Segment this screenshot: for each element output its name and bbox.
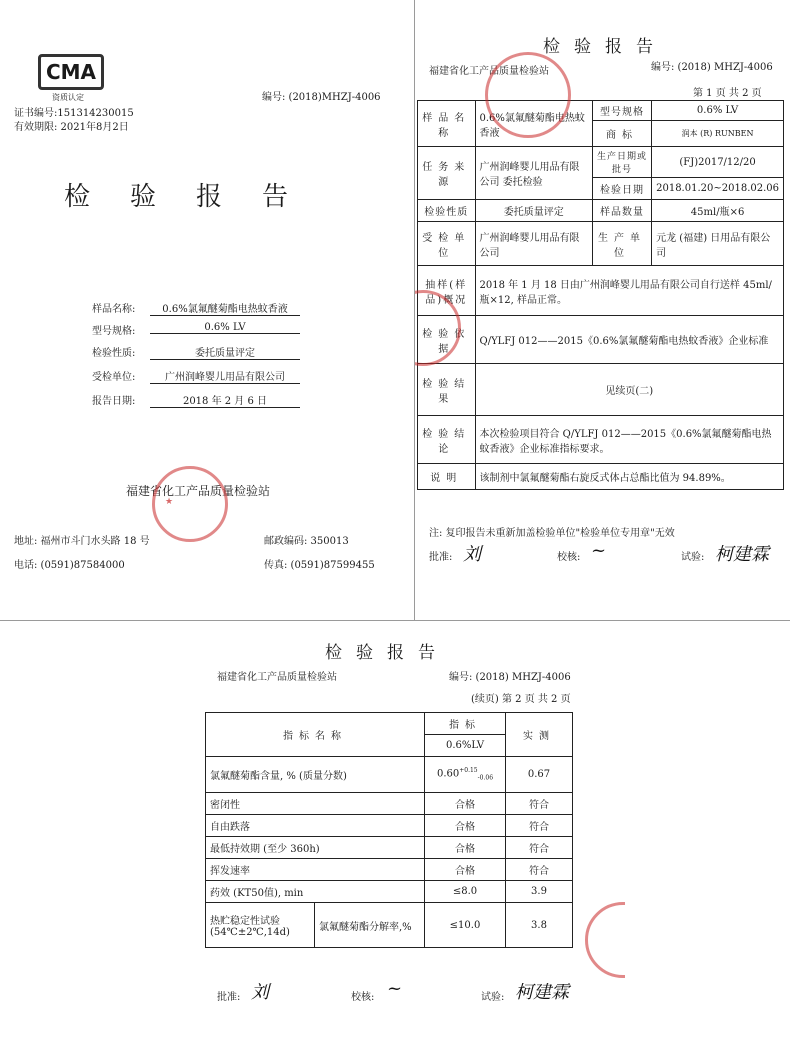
cover-title: 检验报告 bbox=[64, 182, 329, 212]
cell-value: 0.6% LV bbox=[652, 101, 784, 121]
row-measured: 符合 bbox=[506, 859, 573, 881]
header-name: 指标名称 bbox=[206, 713, 425, 757]
row-spec: 合格 bbox=[425, 793, 506, 815]
cell-label: 检验结果 bbox=[418, 364, 476, 416]
cell-value: (FJ)2017/12/20 bbox=[652, 147, 784, 178]
approver-signature: 刘 bbox=[463, 544, 481, 565]
storage-label: 热贮稳定性试验 bbox=[210, 916, 280, 927]
cover-page bbox=[0, 0, 414, 620]
cell-value: 本次检验项目符合 Q/YLFJ 012——2015《0.6%氯氟醚菊酯电热蚊香液》企业标准指标要求。 bbox=[475, 416, 784, 464]
valid-until: 有效期限: 2021年8月2日 bbox=[14, 122, 129, 133]
report-number: 编号: (2018)MHZJ-4006 bbox=[262, 92, 381, 103]
cell-value: 45ml/瓶×6 bbox=[652, 200, 784, 222]
cell-label: 样品数量 bbox=[593, 200, 652, 222]
cert-number: 证书编号:151314230015 bbox=[14, 108, 134, 119]
cell-label: 检验性质 bbox=[418, 200, 476, 222]
field-value: 0.6%氯氟醚菊酯电热蚊香液 bbox=[150, 300, 300, 316]
storage-item: 氯氟醚菊酯分解率,% bbox=[319, 921, 412, 933]
cell-label: 说明 bbox=[418, 464, 476, 490]
cell-value: 元龙 (福建) 日用品有限公司 bbox=[652, 222, 784, 266]
cell-label: 型号规格 bbox=[593, 101, 652, 121]
storage-cond: (54℃±2℃,14d) bbox=[210, 927, 290, 938]
cell-value: 2018 年 1 月 18 日由广州润峰婴儿用品有限公司自行送样 45ml/瓶×12, 样品正常。 bbox=[475, 266, 784, 316]
official-stamp bbox=[485, 52, 571, 138]
field-value: 0.6% LV bbox=[150, 322, 300, 334]
table-row bbox=[206, 903, 573, 948]
cell-label: 受检单位 bbox=[418, 222, 476, 266]
row-measured: 3.9 bbox=[506, 881, 573, 903]
row-measured: 3.8 bbox=[506, 903, 573, 948]
cell-value: 2018.01.20~2018.02.06 bbox=[652, 178, 784, 200]
official-stamp: ★ bbox=[152, 466, 228, 542]
row-name: 药效 (KT50值), min bbox=[206, 881, 425, 903]
cell-label: 检验日期 bbox=[593, 178, 652, 200]
page1-table bbox=[417, 100, 784, 490]
cell-label: 样品名称 bbox=[418, 101, 476, 147]
reviewer-signature: ~ bbox=[591, 540, 607, 561]
tester-label: 试验: bbox=[481, 992, 505, 1003]
field-label: 受检单位: bbox=[92, 372, 136, 383]
page1-org: 福建省化工产品质量检验站 bbox=[429, 66, 549, 77]
table-row bbox=[206, 757, 573, 793]
table-row bbox=[206, 859, 573, 881]
spec-value: 0.60 bbox=[436, 768, 460, 780]
cell-value: 该制剂中氯氟醚菊酯右旋反式体占总酯比值为 94.89%。 bbox=[475, 464, 784, 490]
table-row bbox=[206, 815, 573, 837]
cell-value: 委托质量评定 bbox=[475, 200, 593, 222]
reviewer-signature: ~ bbox=[387, 978, 403, 999]
field-value: 2018 年 2 月 6 日 bbox=[150, 392, 300, 408]
cell-label: 生产日期或批号 bbox=[593, 147, 652, 178]
page-separator-horizontal bbox=[0, 620, 790, 621]
tester-signature: 柯建霖 bbox=[515, 982, 569, 1003]
cma-logo: CMA bbox=[38, 54, 104, 90]
row-measured: 符合 bbox=[506, 793, 573, 815]
table-row bbox=[206, 793, 573, 815]
row-measured: 符合 bbox=[506, 837, 573, 859]
page1-title: 检验报告 bbox=[543, 37, 667, 57]
row-name: 最低持效期 (至少 360h) bbox=[206, 837, 425, 859]
address: 地址: 福州市斗门水头路 18 号 bbox=[14, 536, 150, 547]
org-name: 福建省化工产品质量检验站 bbox=[126, 484, 271, 498]
cell-value: 0.6%氯氟醚菊酯电热蚊香液 bbox=[475, 101, 593, 147]
row-measured: 符合 bbox=[506, 815, 573, 837]
table-row bbox=[206, 881, 573, 903]
field-value: 委托质量评定 bbox=[150, 344, 300, 360]
row-name: 自由跌落 bbox=[206, 815, 425, 837]
field-label: 报告日期: bbox=[92, 396, 136, 407]
field-label: 样品名称: bbox=[92, 304, 136, 315]
row-spec: ≤10.0 bbox=[425, 903, 506, 948]
approver-signature: 刘 bbox=[251, 982, 269, 1003]
page1-report-no: 编号: (2018) MHZJ-4006 bbox=[651, 62, 773, 73]
report-page-1 bbox=[415, 0, 790, 620]
cell-value: 广州润峰婴儿用品有限公司 委托检验 bbox=[475, 147, 593, 200]
tol-plus: +0.15 bbox=[459, 767, 478, 775]
field-label: 检验性质: bbox=[92, 348, 136, 359]
page1-page-info: 第 1 页 共 2 页 bbox=[693, 88, 762, 99]
report-page-2 bbox=[165, 622, 625, 1064]
row-spec: 合格 bbox=[425, 859, 506, 881]
field-value: 广州润峰婴儿用品有限公司 bbox=[150, 368, 300, 384]
cell-label: 检验结论 bbox=[418, 416, 476, 464]
cell-label: 商标 bbox=[593, 121, 652, 147]
row-spec bbox=[425, 757, 506, 793]
row-name: 挥发速率 bbox=[206, 859, 425, 881]
review-label: 校核: bbox=[557, 552, 581, 563]
cell-label: 任务来源 bbox=[418, 147, 476, 200]
page1-footnote: 注: 复印报告未重新加盖检验单位"检验单位专用章"无效 bbox=[429, 528, 675, 539]
cell-label: 抽样(样品)概况 bbox=[418, 266, 476, 316]
fax: 传真: (0591)87599455 bbox=[264, 560, 375, 571]
page2-org: 福建省化工产品质量检验站 bbox=[217, 672, 337, 683]
page2-table bbox=[205, 712, 573, 948]
row-name bbox=[206, 903, 425, 948]
tester-label: 试验: bbox=[681, 552, 705, 563]
approve-label: 批准: bbox=[429, 552, 453, 563]
cell-value: 广州润峰婴儿用品有限公司 bbox=[475, 222, 593, 266]
row-measured: 0.67 bbox=[506, 757, 573, 793]
review-label: 校核: bbox=[351, 992, 375, 1003]
row-name: 氯氟醚菊酯含量, % (质量分数) bbox=[206, 757, 425, 793]
row-spec: 合格 bbox=[425, 837, 506, 859]
official-stamp bbox=[585, 902, 625, 978]
cell-value: 见续页(二) bbox=[475, 364, 784, 416]
cert-authority: 资质认定 bbox=[52, 93, 84, 102]
page2-title: 检验报告 bbox=[325, 643, 449, 663]
cell-value: 润本 (R) RUNBEN bbox=[652, 121, 784, 147]
header-spec: 指标 bbox=[425, 713, 506, 735]
page2-page-info: (续页) 第 2 页 共 2 页 bbox=[471, 694, 571, 705]
header-spec-sub: 0.6%LV bbox=[425, 735, 506, 757]
field-label: 型号规格: bbox=[92, 326, 136, 337]
page2-report-no: 编号: (2018) MHZJ-4006 bbox=[449, 672, 571, 683]
table-row bbox=[206, 837, 573, 859]
phone: 电话: (0591)87584000 bbox=[14, 560, 125, 571]
tester-signature: 柯建霖 bbox=[715, 544, 769, 565]
row-spec: 合格 bbox=[425, 815, 506, 837]
cell-value: Q/YLFJ 012——2015《0.6%氯氟醚菊酯电热蚊香液》企业标准 bbox=[475, 316, 784, 364]
cell-label: 生产单位 bbox=[593, 222, 652, 266]
header-measured: 实测 bbox=[506, 713, 573, 757]
tol-minus: -0.06 bbox=[477, 774, 494, 782]
approve-label: 批准: bbox=[217, 992, 241, 1003]
row-spec: ≤8.0 bbox=[425, 881, 506, 903]
cell-label: 检验依据 bbox=[418, 316, 476, 364]
row-name: 密闭性 bbox=[206, 793, 425, 815]
postcode: 邮政编码: 350013 bbox=[264, 536, 349, 547]
